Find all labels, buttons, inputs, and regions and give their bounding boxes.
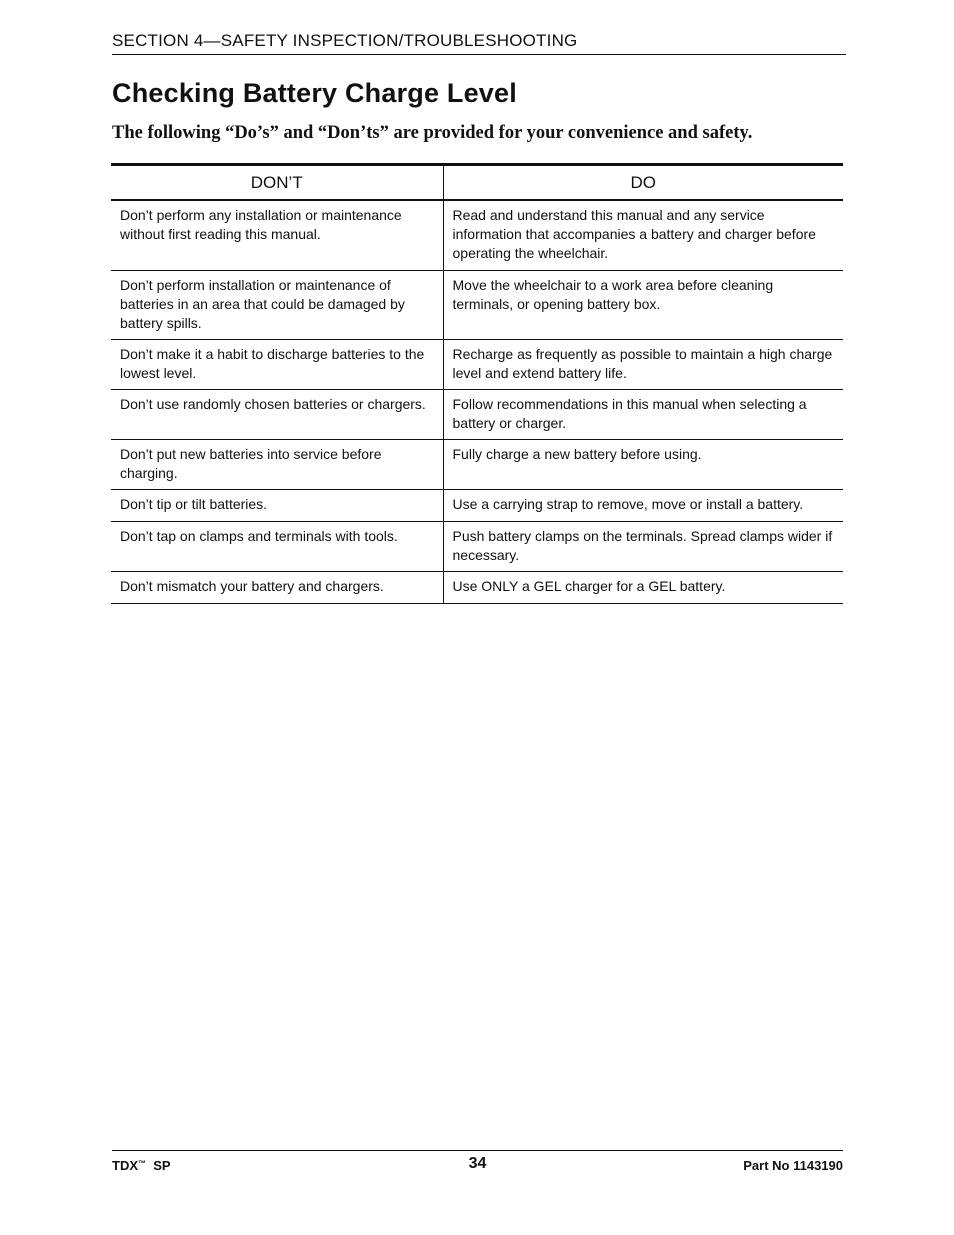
dont-cell: Don’t perform installation or maintenance of batteries in an area that could be damaged by battery spills. — [111, 271, 443, 340]
table-row — [111, 390, 843, 440]
do-cell: Push battery clamps on the terminals. Spread clamps wider if necessary. — [443, 522, 843, 572]
do-cell: Read and understand this manual and any service information that accompanies a battery and charger before operating the wheelchair. — [443, 200, 843, 271]
footer-model: SP — [153, 1158, 171, 1173]
dont-cell: Don’t mismatch your battery and chargers. — [111, 572, 443, 604]
footer-product: TDX — [112, 1158, 138, 1173]
column-header-do: DO — [443, 165, 843, 201]
table-row — [111, 490, 843, 522]
dont-cell: Don’t make it a habit to discharge batteries to the lowest level. — [111, 340, 443, 390]
dont-cell: Don’t use randomly chosen batteries or chargers. — [111, 390, 443, 440]
page-subtitle: The following “Do’s” and “Don’ts” are provided for your convenience and safety. — [112, 123, 753, 143]
dont-cell: Don’t put new batteries into service before charging. — [111, 440, 443, 490]
section-header — [112, 30, 846, 55]
footer-trademark: ™ — [138, 1159, 146, 1168]
do-cell: Recharge as frequently as possible to maintain a high charge level and extend battery life. — [443, 340, 843, 390]
do-cell: Follow recommendations in this manual when selecting a battery or charger. — [443, 390, 843, 440]
dont-cell: Don’t tip or tilt batteries. — [111, 490, 443, 522]
table-row — [111, 340, 843, 390]
page-title: Checking Battery Charge Level — [112, 78, 517, 108]
page-footer — [112, 1150, 843, 1181]
do-cell: Fully charge a new battery before using. — [443, 440, 843, 490]
section-header-text: SECTION 4—SAFETY INSPECTION/TROUBLESHOOTING — [112, 31, 578, 50]
do-cell: Move the wheelchair to a work area before cleaning terminals, or opening battery box. — [443, 271, 843, 340]
do-cell: Use a carrying strap to remove, move or install a battery. — [443, 490, 843, 522]
dont-cell: Don’t tap on clamps and terminals with tools. — [111, 522, 443, 572]
table-row — [111, 440, 843, 490]
footer-page-number: 34 — [468, 1155, 487, 1172]
table-header-row — [111, 165, 843, 201]
do-cell: Use ONLY a GEL charger for a GEL battery. — [443, 572, 843, 604]
table-row — [111, 522, 843, 572]
table-row — [111, 200, 843, 271]
column-header-dont: DON’T — [111, 165, 443, 201]
footer-part-number: Part No 1143190 — [743, 1158, 843, 1173]
table-row — [111, 572, 843, 604]
table-row — [111, 271, 843, 340]
dos-and-donts-table-container — [111, 163, 843, 604]
dos-and-donts-table — [111, 163, 843, 604]
dont-cell: Don’t perform any installation or maintenance without first reading this manual. — [111, 200, 443, 271]
